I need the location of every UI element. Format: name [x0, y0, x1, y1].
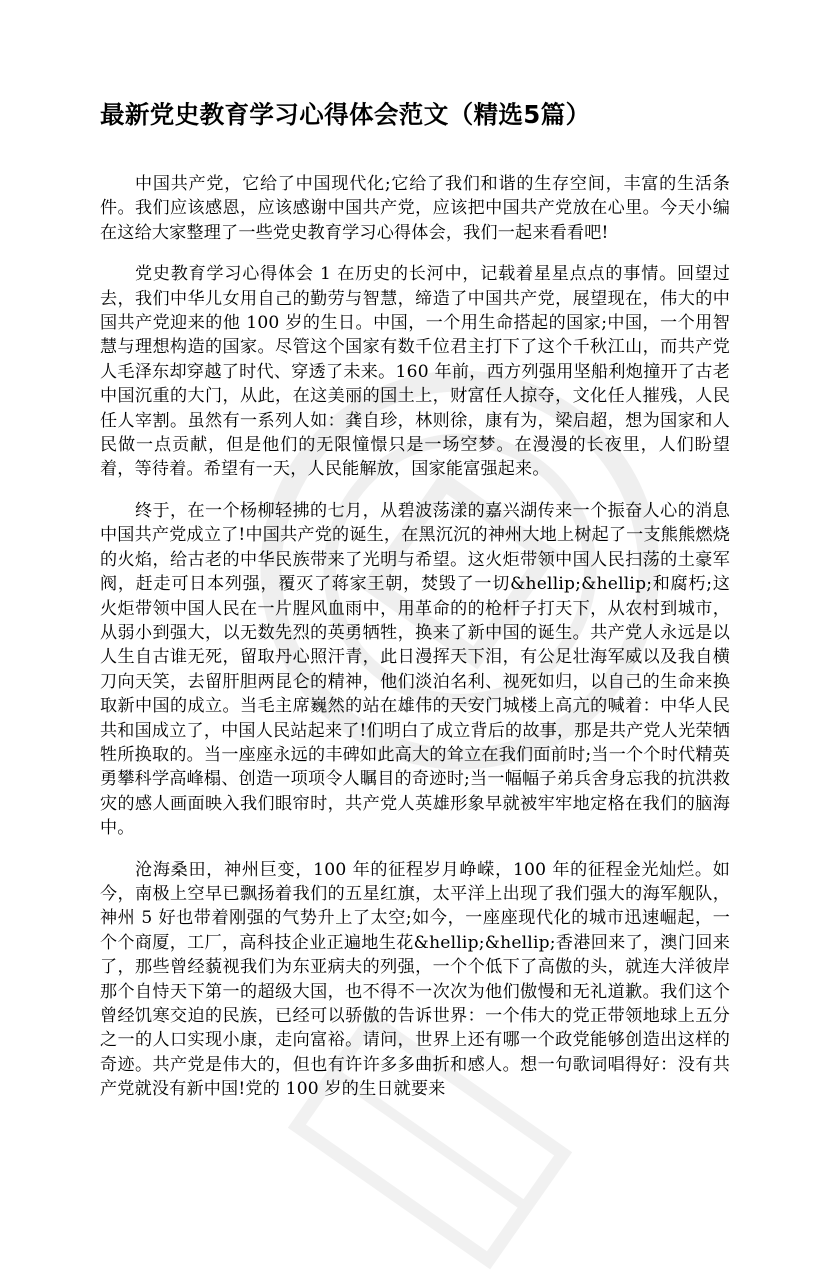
paragraph-founding: 终于，在一个杨柳轻拂的七月，从碧波荡漾的嘉兴湖传来一个振奋人心的消息 中国共产党成立了!中国共产党的诞生，在黑沉沉的神州大地上树起了一支熊熊燃烧的火焰，给古老的中华民族带来了光明与希望。这火炬带领中国人民扫荡的土豪军阀，赶走可日本列强，覆灭了蒋家王朝，焚毁了一切&hellip;&hellip;和腐朽;这火炬带领中国人民在一片腥风血雨中，用革命的的枪杆子打天下，从农村到城市，从弱小到强大，以无数先烈的英勇牺牲，换来了新中国的诞生。共产党人永远是以人生自古谁无死，留取丹心照汗青，此日漫挥天下泪，有公足壮海军威以及我自横刀向天笑，去留肝胆两昆仑的精神，他们淡泊名利、视死如归，以自己的生命来换取新中国的成立。当毛主席巍然的站在雄伟的天安门城楼上高亢的喊着：中华人民共和国成立了，中国人民站起来了!们明白了成立背后的故事，那是共产党人光荣牺牲所换取的。当一座座永远的丰碑如此高大的耸立在我们面前时;当一个个时代精英勇攀科学高峰榻、创造一项项令人瞩目的奇迹时;当一幅幅子弟兵舍身忘我的抗洪救灾的感人画面映入我们眼帘时，共产党人英雄形象早就被牢牢地定格在我们的脑海中。 [100, 500, 730, 839]
paragraph-intro: 中国共产党，它给了中国现代化;它给了我们和谐的生存空间，丰富的生活条件。我们应该感恩，应该感谢中国共产党，应该把中国共产党放在心里。今天小编在这给大家整理了一些党史教育学习心得体会，我们一起来看看吧! [100, 174, 730, 243]
document-title: 最新党史教育学习心得体会范文（精选5篇） [100, 100, 591, 129]
paragraph-centenary: 沧海桑田，神州巨变，100 年的征程岁月峥嵘，100 年的征程金光灿烂。如今，南极上空早已飘扬着我们的五星红旗，太平洋上出现了我们强大的海军舰队，神州 5 好也带着刚强的气势升上了太空;如今，一座座现代化的城市迅速崛起，一个个商厦，工厂，高科技企业正遍地生花&hellip;&hellip;香港回来了，澳门回来了，那些曾经藐视我们为东亚病夫的列强，一个个低下了高傲的头，就连大洋彼岸那个自恃天下第一的超级大国，也不得不一次次为他们傲慢和无礼道歉。我们这个曾经饥寒交迫的民族，已经可以骄傲的告诉世界：一个伟大的党正带领地球上五分之一的人口实现小康，走向富裕。请问，世界上还有哪一个政党能够创造出这样的奇迹。共产党是伟大的，但也有许许多多曲折和感人。想一句歌词唱得好：没有共产党就没有新中国!党的 100 岁的生日就要来 [100, 859, 730, 1100]
paragraph-essay-1-opening: 党史教育学习心得体会 1 在历史的长河中，记载着星星点点的事情。回望过去，我们中华儿女用自己的勤劳与智慧，缔造了中国共产党，展望现在，伟大的中国共产党迎来的他 100 岁的生日。中国，一个用生命搭起的国家;中国，一个用智慧与理想构造的国家。尽管这个国家有数千位君主打下了这个千秋江山，而共产党人毛泽东却穿越了时代、穿透了未来。160 年前，西方列强用坚船利炮撞开了古老中国沉重的大门，从此，在这美丽的国土上，财富任人掠夺，文化任人摧残，人民任人宰割。虽然有一系列人如：龚自珍，林则徐，康有为，梁启超，想为国家和人民做一点贡献，但是他们的无限憧憬只是一场空梦。在漫漫的长夜里，人们盼望着，等待着。希望有一天，人民能解放，国家能富强起来。 [100, 264, 730, 480]
document-body [100, 172, 730, 1119]
